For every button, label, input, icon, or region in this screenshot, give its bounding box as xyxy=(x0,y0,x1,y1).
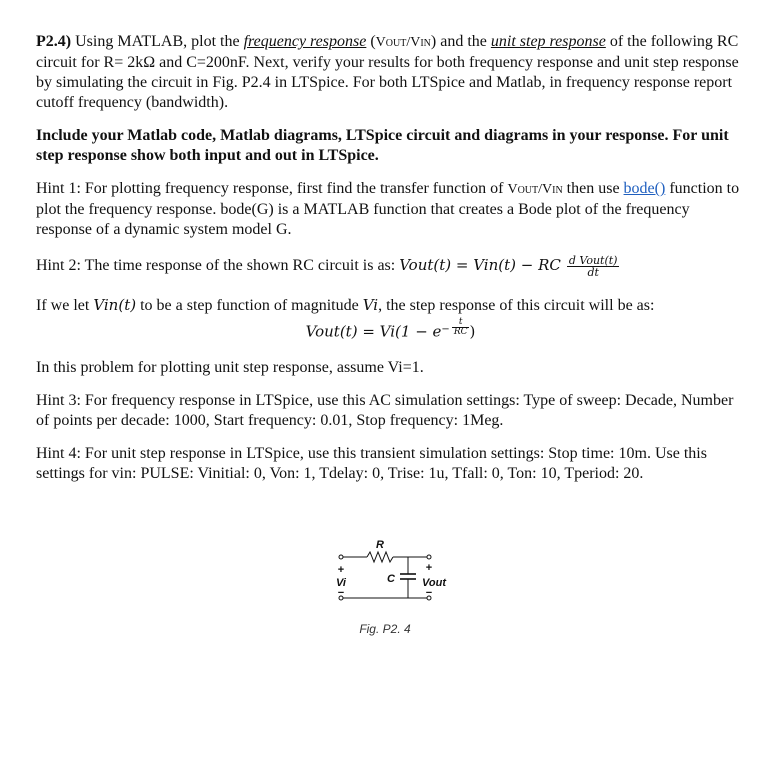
rc-circuit-diagram xyxy=(330,540,450,612)
vin-label: Vi xyxy=(336,577,346,589)
bode-link[interactable]: bode() xyxy=(623,180,666,197)
hint-4: Hint 4: For unit step response in LTSpice, use this transient simulation settings: Stop time: 10m. Use this settings for vin: PULSE: Vinitial: 0, Von: 1, Tdelay: 0, Trise: 1u, Tfall: 0, Ton: 10, Tperiod: 20. xyxy=(36,445,707,482)
vout-minus-sign: − xyxy=(425,587,433,599)
hint-3: Hint 3: For frequency response in LTSpice, use this AC simulation settings: Type of sweep: Decade, Number of points per decade: 1000, Start frequency: 0.01, Stop frequency: 1Meg. xyxy=(36,392,734,429)
problem-label: P2.4) xyxy=(36,33,72,50)
hint-1: Hint 1: For plotting frequency response, first find the transfer function of Vout/Vin then use bode() function to plot the frequency response. bode(G) is a MATLAB function that creates a Bode plot of the frequency response of a dynamic system model G. xyxy=(36,180,740,238)
step-function-text: If we let Vin(t) to be a step function of magnitude Vi, the step response of this circuit will be as: xyxy=(36,296,655,314)
resistor-symbol xyxy=(367,552,393,562)
problem-statement: P2.4) Using MATLAB, plot the frequency response (Vout/Vin) and the unit step response of the following RC circuit for R= 2kΩ and C=200nF. Next, verify your results for both frequency response and unit step response by simulating the circuit in Fig. P2.4 in LTSpice. For both LTSpice and Matlab, in frequency response report cutoff frequency (bandwidth). xyxy=(36,33,739,111)
resistor-label: R xyxy=(376,540,384,551)
vin-minus-sign: − xyxy=(337,587,345,599)
assume-text: In this problem for plotting unit step response, assume Vi=1. xyxy=(36,359,424,376)
derivative-fraction: $\frac{\text{d Vout(t)}}{dt}$ xyxy=(568,254,618,279)
capacitor-label: C xyxy=(387,573,395,585)
frequency-response-term: frequency response xyxy=(243,33,367,50)
figure-caption: Fig. P2. 4 xyxy=(359,622,411,636)
instructions: Include your Matlab code, Matlab diagrams, LTSpice circuit and diagrams in your response. For unit step response show both input and out in LTSpice. xyxy=(36,127,729,164)
hint-2: Hint 2: The time response of the shown RC circuit is as: Vout(t) = Vin(t) − RC $\frac{\text{d Vout(t)}}{dt}$ xyxy=(36,254,618,279)
unit-step-response-term: unit step response xyxy=(490,33,606,50)
terminal-in-top xyxy=(339,555,343,559)
vout-label: Vout xyxy=(422,577,447,589)
vin-plus-sign: + xyxy=(337,564,345,576)
vout-plus-sign: + xyxy=(425,562,433,574)
terminal-out-top xyxy=(427,555,431,559)
hint-2-equation: Vout(t) = Vin(t) − RC xyxy=(399,256,561,275)
step-response-equation: Vout(t) = $Vi(1 - e^{- \frac{t}{RC}}$ ) xyxy=(305,317,476,341)
